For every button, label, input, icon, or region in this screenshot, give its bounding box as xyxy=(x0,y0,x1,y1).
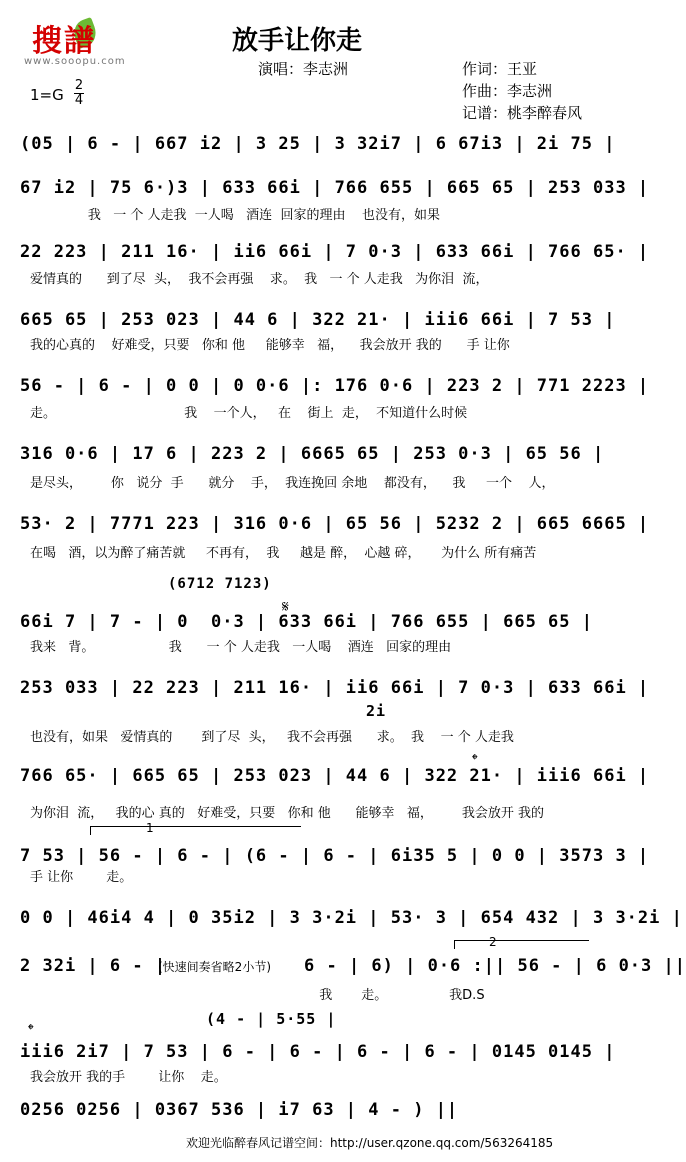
coda-icon: 𝄌 xyxy=(28,1020,34,1039)
notation-row: 7 53 | 56 - | 6 - | (6 - | 6 - | 6i35 5 | 0 0 | 3573 3 | xyxy=(20,846,650,866)
logo-text: 搜譜 xyxy=(32,24,96,59)
notation-row: 56 - | 6 - | 0 0 | 0 0·6 |: 176 0·6 | 223 2 | 771 2223 | xyxy=(20,376,650,396)
lyric-row: 我 一 个 人走我 一人喝 酒连 回家的理由 也没有，如果 xyxy=(30,208,440,223)
notation-row: 0256 0256 | 0367 536 | i7 63 | 4 - ) || xyxy=(20,1100,459,1120)
notation-row: 22 223 | 211 16· | ii6 66i | 7 0·3 | 633 66i | 766 65· | xyxy=(20,242,650,262)
notation-row: 66i 7 | 7 - | 0 0·3 | 633 66i | 766 655 | 665 65 | xyxy=(20,612,593,632)
time-signature xyxy=(74,80,84,107)
volta-number: 2 xyxy=(489,935,497,949)
lyric-row: 我的心真的 好难受，只要 你和 他 能够幸 福， 我会放开 我的 手 让你 xyxy=(30,338,510,353)
volta-bracket-1 xyxy=(90,821,301,835)
notation-row-extra: 6 - | 6) | 0·6 :|| 56 - | 6 0·3 || xyxy=(304,956,686,976)
notation-row: 766 65· | 665 65 | 253 023 | 44 6 | 322 21· | iii6 66i | xyxy=(20,766,650,786)
lyric-row: 在喝 酒，以为醉了痛苦就 不再有， 我 越是 醉， 心越 碎， 为什么 所有痛苦 xyxy=(30,546,537,561)
composer-credit: 作曲：李志洲 xyxy=(462,82,553,100)
coda-icon: 𝄌 xyxy=(472,750,478,769)
lyric-row: 我 走。 我D.S xyxy=(30,988,485,1003)
lyric-row: 爱情真的 到了尽 头， 我不会再强 求。 我 一 个 人走我 为你泪 流， xyxy=(30,272,489,287)
notation-row: 253 033 | 22 223 | 211 16· | ii6 66i | 7 0·3 | 633 66i | xyxy=(20,678,650,698)
notation-row: 2 32i | 6 - | xyxy=(20,956,167,976)
volta-bracket-2 xyxy=(454,935,589,949)
notation-row: 665 65 | 253 023 | 44 6 | 322 21· | iii6 66i | 7 53 | xyxy=(20,310,616,330)
singer-credit: 演唱：李志洲 xyxy=(258,60,349,78)
lyric-row: 是尽头， 你 说分 手 就分 手， 我连挽回 余地 都没有， 我 一个 人， xyxy=(30,476,555,491)
footer-note: 欢迎光临醉春风记谱空间：http://user.qzone.qq.com/563264185 xyxy=(186,1136,554,1150)
notation-row: 53· 2 | 7771 223 | 316 0·6 | 65 56 | 5232 2 | 665 6665 | xyxy=(20,514,650,534)
volta-number: 1 xyxy=(146,821,154,835)
logo-url: www.sooopu.com xyxy=(24,56,126,67)
lyric-row: 我来 背。 我 一 个 人走我 一人喝 酒连 回家的理由 xyxy=(30,640,452,655)
lyric-row: 手 让你 走。 xyxy=(30,870,133,885)
lyric-row: 走。 我 一个人， 在 街上 走， 不知道什么时候 xyxy=(30,406,468,421)
lyricist-credit: 作词：王亚 xyxy=(462,60,538,78)
transcriber-credit: 记谱：桃李醉春风 xyxy=(462,104,583,122)
time-bottom: 4 xyxy=(74,93,84,108)
lyric-row: 为你泪 流， 我的心 真的 好难受，只要 你和 他 能够幸 福， 我会放开 我的 xyxy=(30,806,544,821)
notation-row: (05 | 6 - | 667 i2 | 3 25 | 3 32i7 | 6 67i3 | 2i 75 | xyxy=(20,134,616,154)
song-title: 放手让你走 xyxy=(232,26,363,56)
notation-row: 0 0 | 46i4 4 | 0 35i2 | 3 3·2i | 53· 3 | 654 432 | 3 3·2i | xyxy=(20,908,683,928)
time-top: 2 xyxy=(74,78,84,93)
notation-row: 316 0·6 | 17 6 | 223 2 | 6665 65 | 253 0·3 | 65 56 | xyxy=(20,444,605,464)
coda-upper-notes: (4 - | 5·55 | xyxy=(206,1010,337,1028)
notation-row: 67 i2 | 75 6·)3 | 633 66i | 766 655 | 665 65 | 253 033 | xyxy=(20,178,650,198)
key-signature: 1=G xyxy=(30,86,64,104)
lyric-row: 我会放开 我的手 让你 走。 xyxy=(30,1070,227,1085)
bracket-notes: (6712 7123) xyxy=(168,576,272,592)
upper-notes: 2i xyxy=(366,702,387,720)
notation-row: iii6 2i7 | 7 53 | 6 - | 6 - | 6 - | 6 - | 0145 0145 | xyxy=(20,1042,616,1062)
interlude-note: (快速间奏省略2小节) xyxy=(158,960,271,974)
segno-icon: 𝄋 xyxy=(282,597,289,616)
lyric-row: 也没有，如果 爱情真的 到了尽 头， 我不会再强 求。 我 一 个 人走我 xyxy=(30,730,514,745)
site-logo xyxy=(10,14,150,72)
